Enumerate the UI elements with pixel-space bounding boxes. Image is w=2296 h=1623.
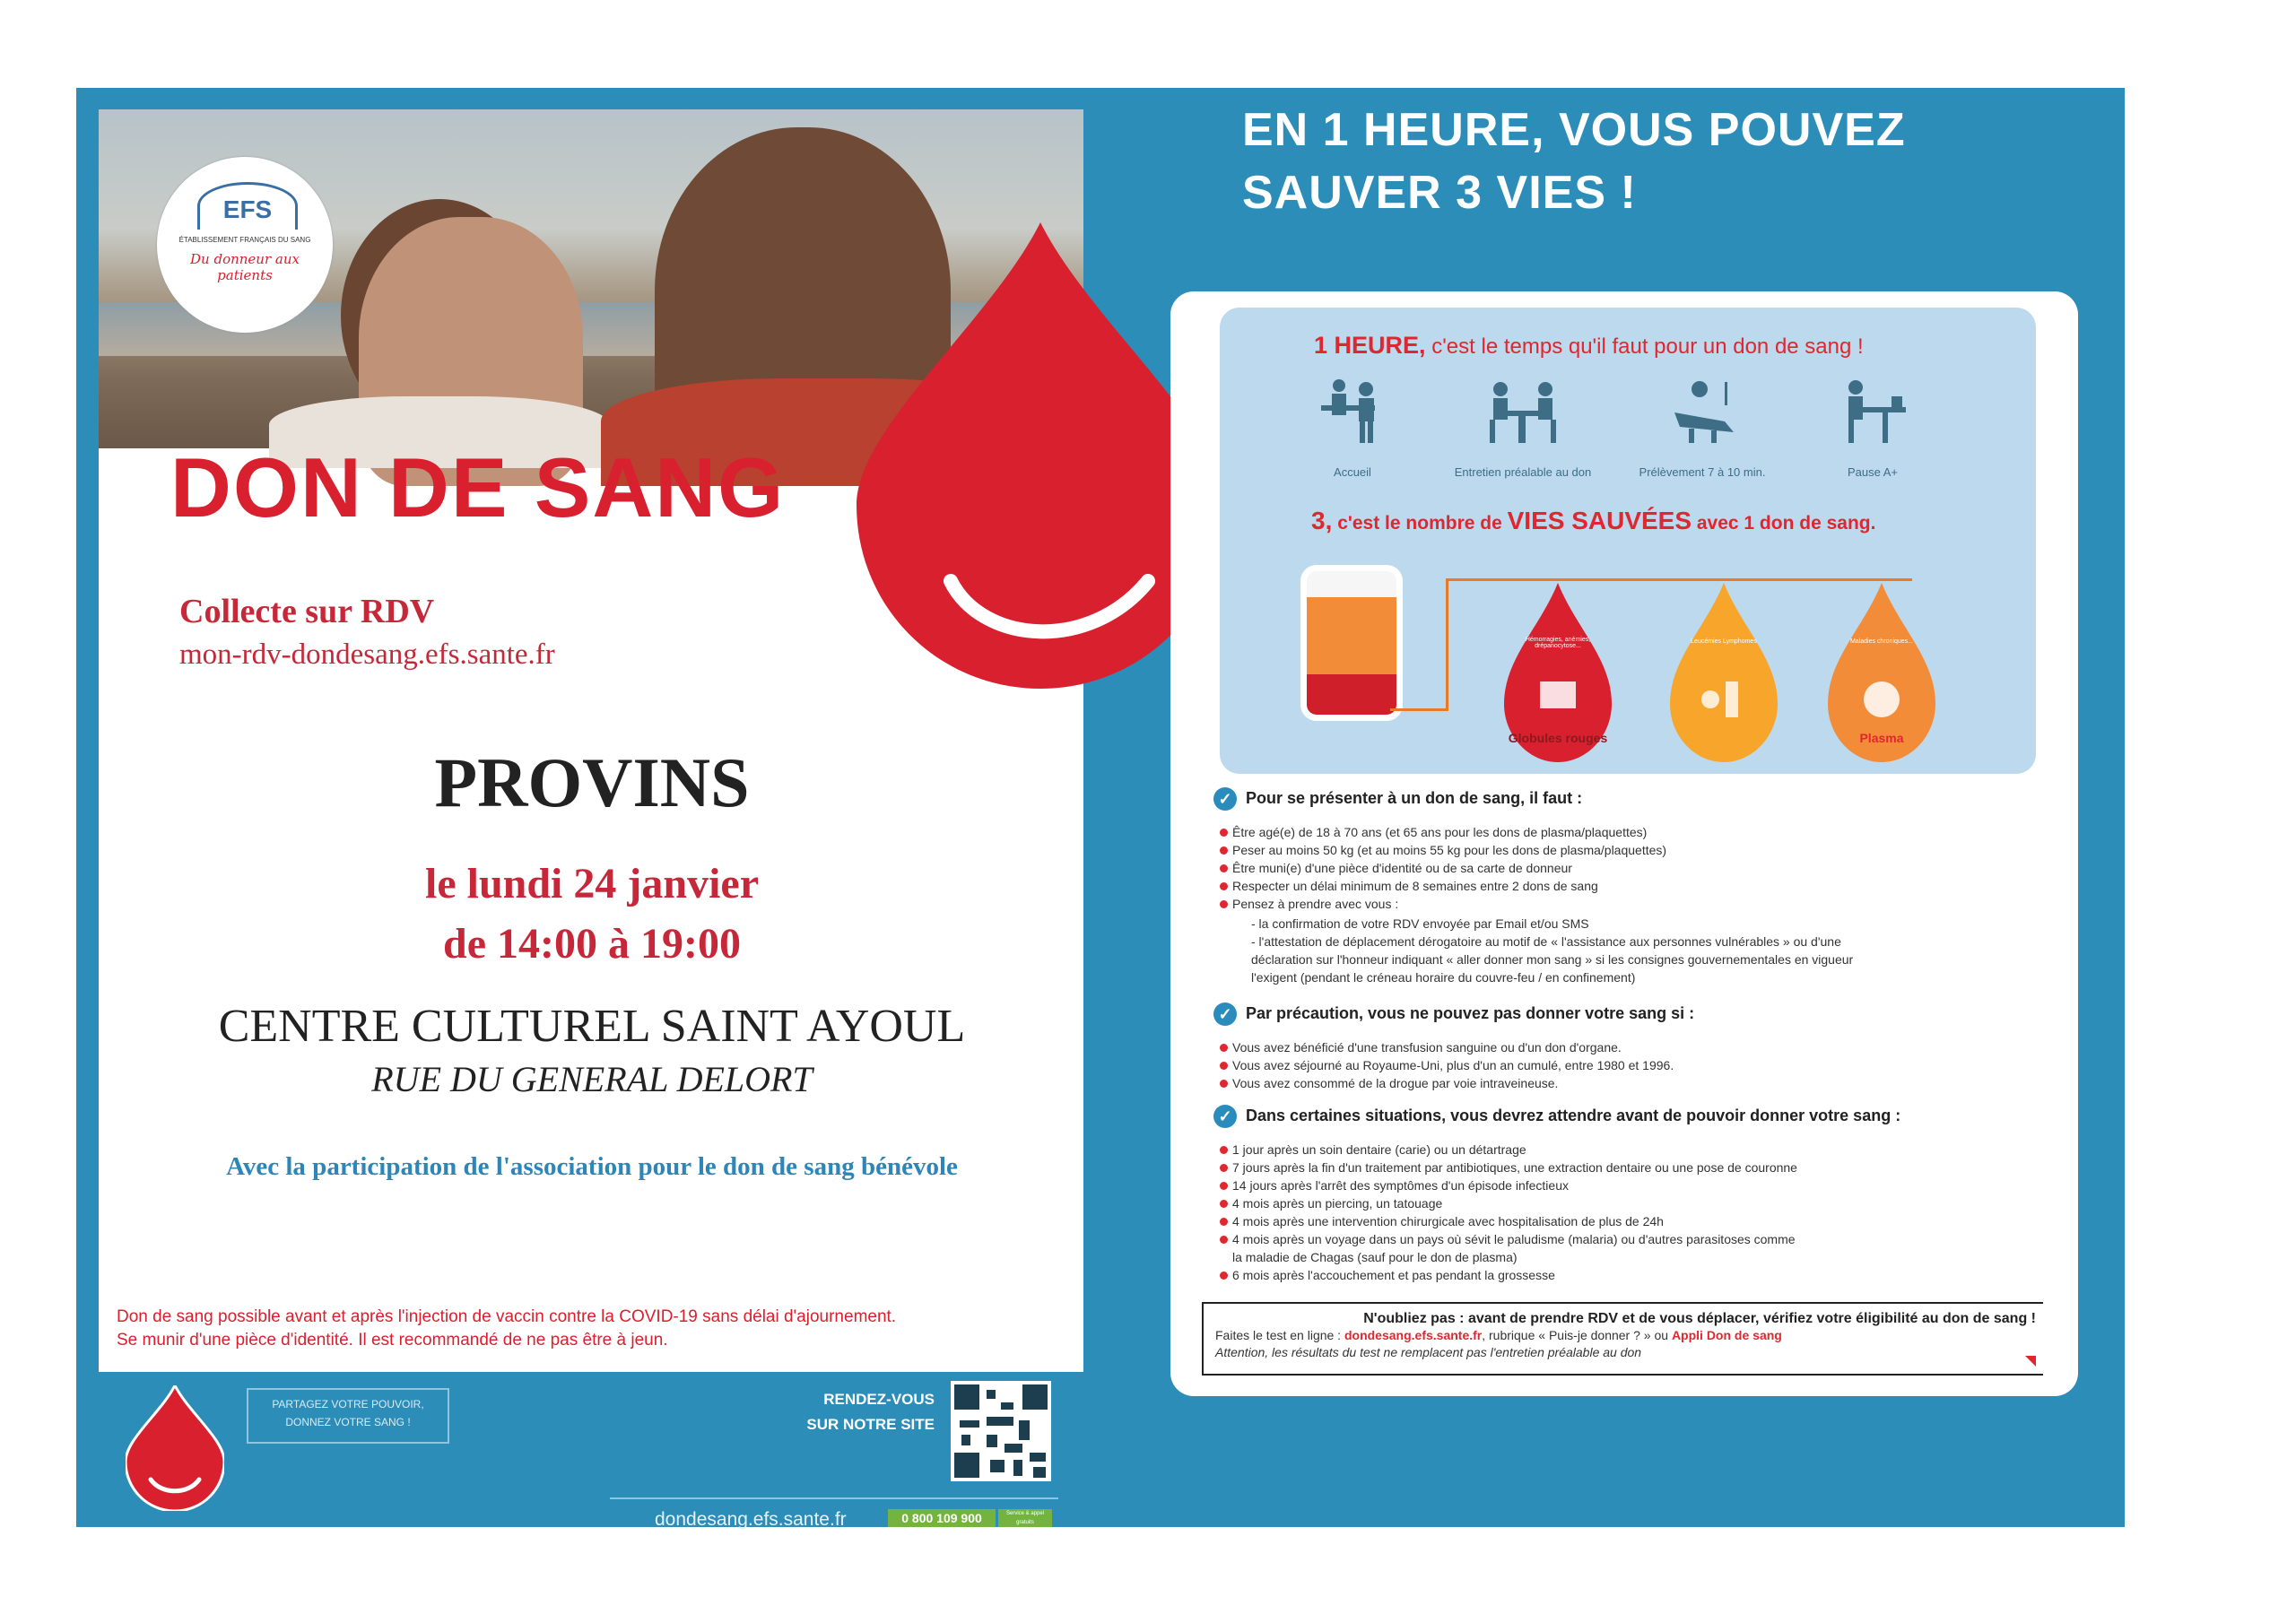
step-accueil: Accueil: [1281, 377, 1424, 479]
eligibility-reminder: N'oubliez pas : avant de prendre RDV et de vous déplacer, vérifiez votre éligibilité au don de sang ! Faites le test en ligne : dondesang.efs.sante.fr, rubrique « Puis-je donner ? » ou Appli Don de sang Attention, les résultats du test ne remplacent pas l'entretien préalable au don: [1202, 1302, 2043, 1376]
city: PROVINS: [434, 743, 750, 821]
drop-caption-globules: Hémorragies, anémies, drépanocytose...: [1525, 637, 1591, 649]
big-blood-drop: [857, 222, 1224, 689]
title-don-de-sang: DON DE SANG: [170, 440, 786, 534]
section-waiting: ✓ Dans certaines situations, vous devrez attendre avant de pouvoir donner votre sang :: [1213, 1105, 1900, 1128]
drop-caption-plasma: Maladies chroniques...: [1849, 638, 1914, 645]
one-hour-line: 1 HEURE, c'est le temps qu'il faut pour un don de sang !: [1314, 332, 1864, 359]
check-icon: ✓: [1213, 1002, 1237, 1026]
waiting-list: 1 jour après un soin dentaire (carie) ou un détartrage 7 jours après la fin d'un traitement par antibiotiques, une extraction dentaire ou une pose de couronne 14 jours après l'arrêt des symptômes d'un épisode infectieux 4 mois après un piercing, un tatouage 4 mois après une intervention chirurgicale avec hospitalisation de plus de 24h 4 mois après un voyage dans un pays où sévit le paludisme (malaria) ou d'autres parasitoses comme la maladie de Chagas (sauf pour le don de plasma) 6 mois après l'accouchement et pas pendant la grossesse: [1220, 1141, 1797, 1284]
footer-blood-drop: [126, 1385, 224, 1511]
rdv-url[interactable]: mon-rdv-dondesang.efs.sante.fr: [179, 638, 555, 671]
street: RUE DU GENERAL DELORT: [371, 1059, 813, 1099]
reminder-link[interactable]: dondesang.efs.sante.fr: [1344, 1328, 1483, 1342]
corner-accent: [2025, 1356, 2036, 1367]
tube-connector: [1390, 708, 1448, 711]
conditions-list: Être agé(e) de 18 à 70 ans (et 65 ans pour les dons de plasma/plaquettes) Peser au moins 50 kg (et au moins 55 kg pour les dons de plasma/plaquettes) Être muni(e) d'une pièce d'identité ou de sa carte de donneur Respecter un délai minimum de 8 semaines entre 2 dons de sang Pensez à prendre avec vous :: [1220, 823, 1666, 913]
drop-label-plaquettes: Plaquettes: [1692, 731, 1756, 745]
association-note: Avec la participation de l'association pour le don de sang bénévole: [226, 1152, 958, 1181]
headline: EN 1 HEURE, VOUS POUVEZ SAUVER 3 VIES !: [1242, 104, 1906, 219]
step-entretien: Entretien préalable au don: [1451, 377, 1595, 479]
tube-down: [1446, 578, 1448, 708]
covid-note: Don de sang possible avant et après l'injection de vaccin contre la COVID-19 sans délai d'ajournement. Se munir d'une pièce d'identité. Il est recommandé de ne pas être à jeun.: [117, 1307, 897, 1350]
event-date: le lundi 24 janvier: [424, 860, 760, 907]
step-prelevement: Prélèvement 7 à 10 min.: [1631, 377, 1774, 479]
footer-phone-note: Service & appel gratuits: [998, 1509, 1052, 1527]
collecte-label: Collecte sur RDV: [179, 593, 435, 630]
tube-line: [1446, 578, 1912, 581]
partagez-box: PARTAGEZ VOTRE POUVOIR, DONNEZ VOTRE SANG !: [247, 1388, 449, 1444]
drop-caption-plaquettes: Leucémies Lymphomes: [1691, 638, 1757, 645]
step-pause: Pause A+: [1801, 377, 1944, 479]
section-conditions: ✓ Pour se présenter à un don de sang, il faut :: [1213, 787, 1582, 811]
footer-divider: [610, 1497, 1058, 1499]
drop-label-plasma: Plasma: [1859, 731, 1904, 745]
section-precaution: ✓ Par précaution, vous ne pouvez pas donner votre sang si :: [1213, 1002, 1694, 1026]
reception-icon: [1312, 377, 1393, 445]
interview-icon: [1483, 377, 1563, 445]
rendez-vous-site: RENDEZ-VOUS SUR NOTRE SITE: [806, 1391, 935, 1433]
check-icon: ✓: [1213, 787, 1237, 811]
check-icon: ✓: [1213, 1105, 1237, 1128]
venue: CENTRE CULTUREL SAINT AYOUL: [218, 1001, 966, 1052]
footer-phone[interactable]: 0 800 109 900: [888, 1509, 996, 1527]
blood-bag-icon: [1300, 565, 1403, 721]
precaution-list: Vous avez bénéficié d'une transfusion sanguine ou d'un don d'organe. Vous avez séjourné au Royaume-Uni, plus d'un an cumulé, entre 1980 et 1996. Vous avez consommé de la drogue par voie intraveineuse.: [1220, 1038, 1674, 1092]
footer-url[interactable]: dondesang.efs.sante.fr: [655, 1509, 847, 1530]
efs-logo: EFS ÉTABLISSEMENT FRANÇAIS DU SANG Du donneur aux patients: [157, 157, 333, 333]
reminder-app[interactable]: Appli Don de sang: [1671, 1328, 1782, 1342]
three-lives-line: 3, c'est le nombre de VIES SAUVÉES avec 1 don de sang.: [1311, 507, 1876, 534]
drop-label-globules: Globules rouges: [1508, 731, 1608, 745]
bring-list: - la confirmation de votre RDV envoyée par Email et/ou SMS - l'attestation de déplacement dérogatoire au motif de « l'assistance aux personnes vulnérables » ou d'une déclaration sur l'honneur indiquant « aller donner mon sang » si les consignes gouvernementales en vigueur l'exigent (pendant le créneau horaire du couvre-feu / en confinement): [1251, 916, 1854, 985]
donation-chair-icon: [1662, 377, 1743, 445]
qr-code[interactable]: [951, 1381, 1051, 1481]
snack-icon: [1832, 377, 1913, 445]
event-time: de 14:00 à 19:00: [443, 920, 741, 968]
